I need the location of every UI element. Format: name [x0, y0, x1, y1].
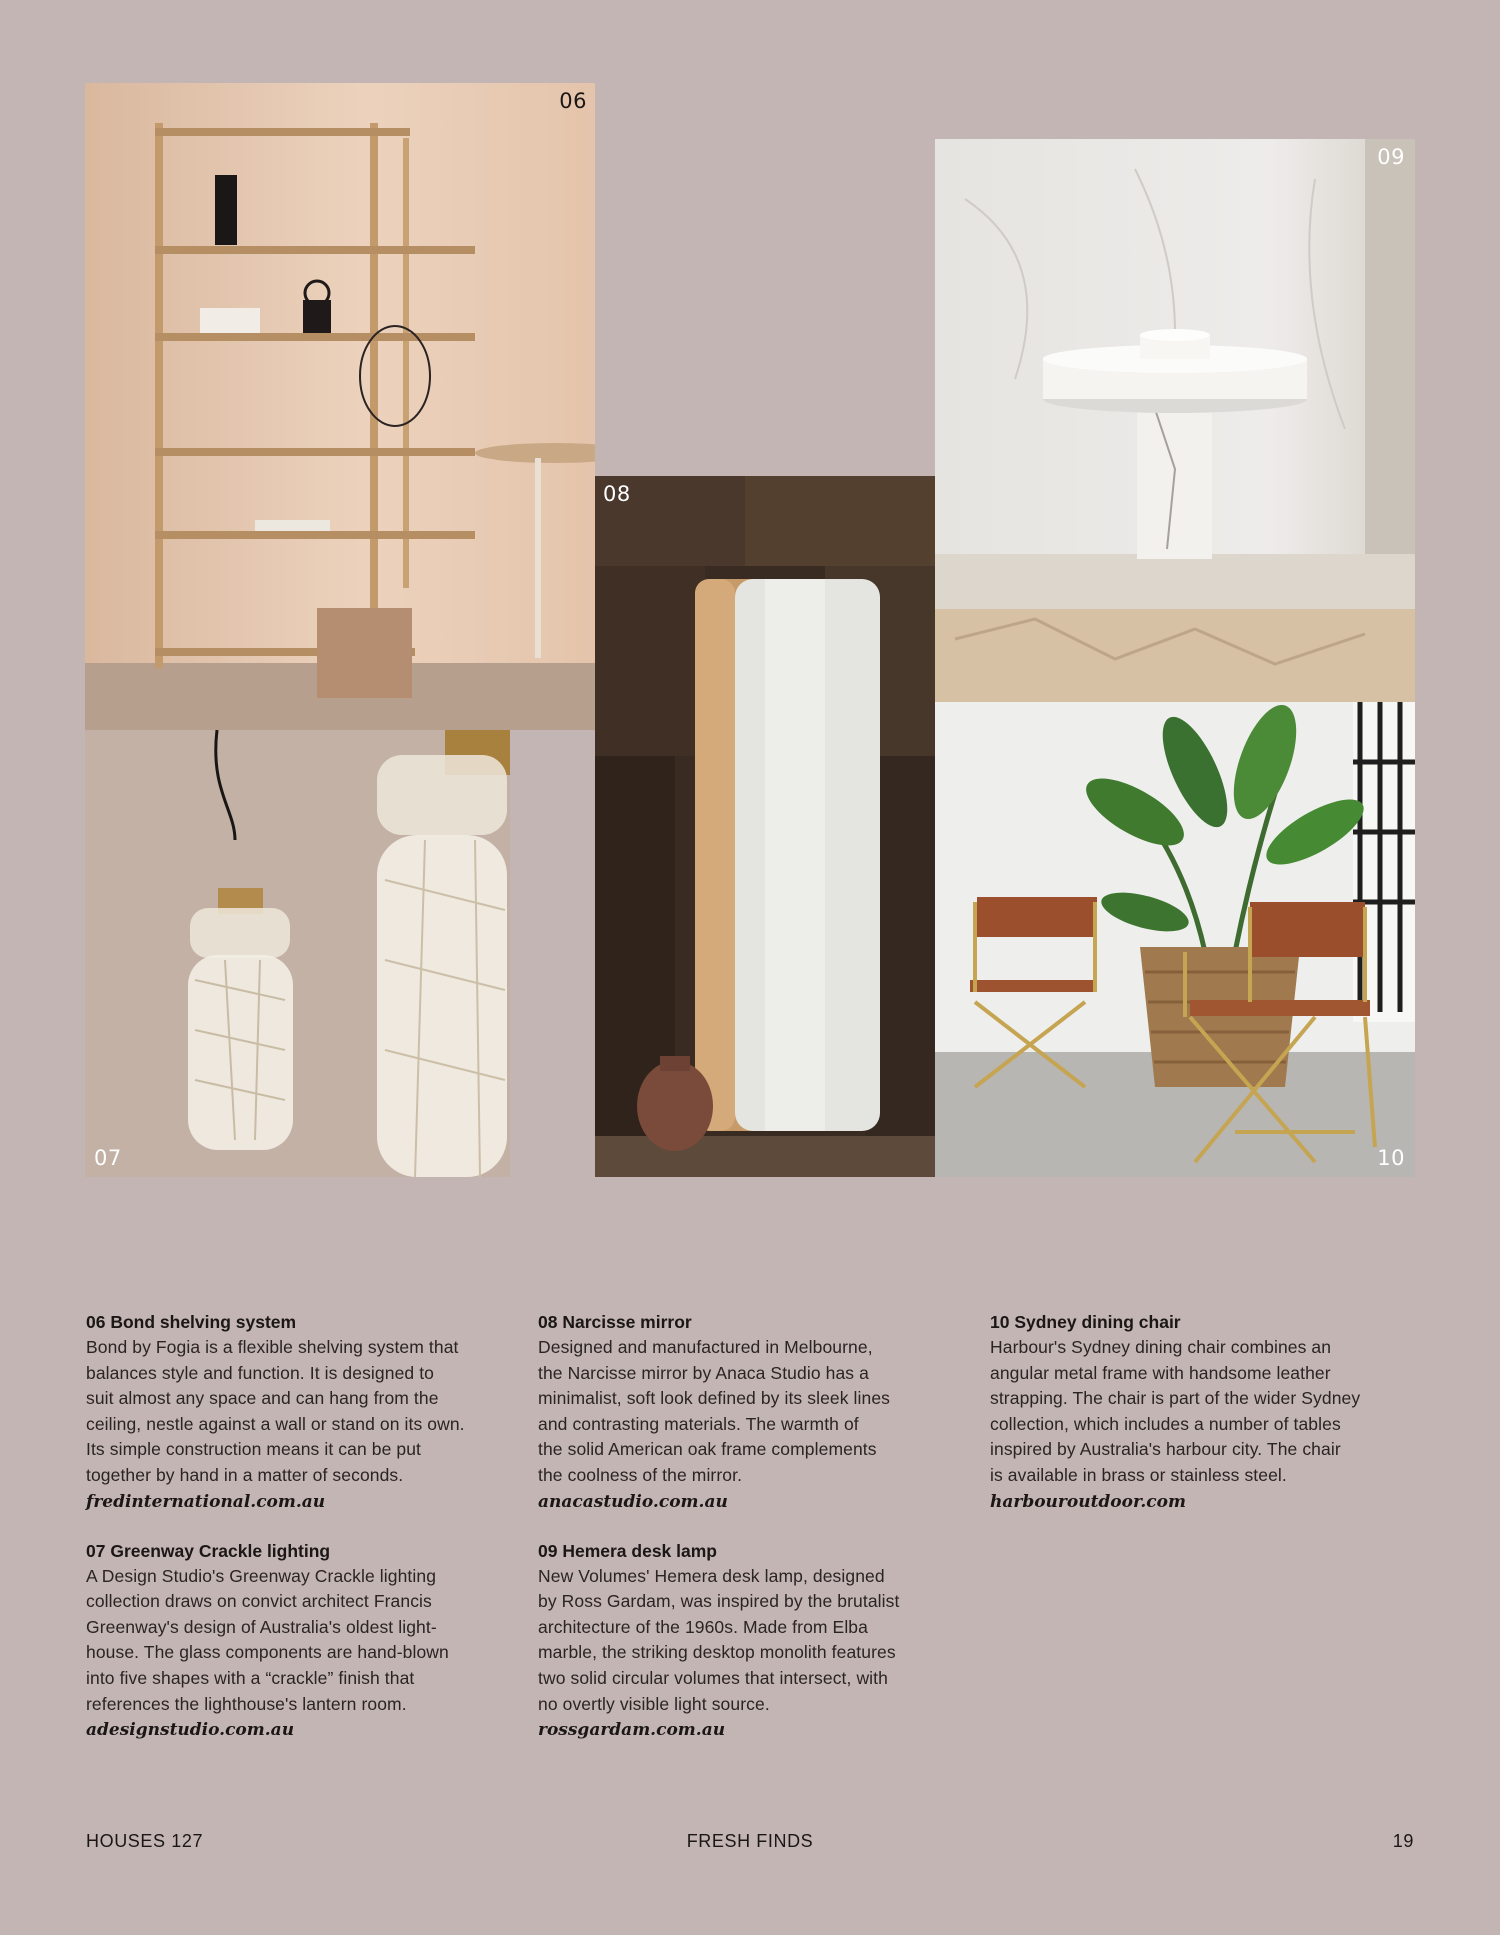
footer-magazine-issue: HOUSES 127	[86, 1831, 204, 1851]
entry-09	[538, 1539, 968, 1744]
entry-08-line: Designed and manufactured in Melbourne,	[538, 1337, 873, 1357]
entry-09-website-link[interactable]: rossgardam.com.au	[538, 1720, 726, 1741]
entry-07-line: collection draws on convict architect Francis	[86, 1591, 432, 1612]
entry-10-line: is available in brass or stainless steel.	[990, 1464, 1287, 1485]
entry-09-line: New Volumes' Hemera desk lamp, designed	[538, 1565, 885, 1586]
entry-06-title: 06 Bond shelving system	[86, 1312, 297, 1332]
entry-09-line: marble, the striking desktop monolith features	[538, 1642, 896, 1663]
entry-10-body	[990, 1335, 1420, 1489]
entry-06-line: suit almost any space and can hang from the	[86, 1388, 439, 1409]
entry-10-title: 10 Sydney dining chair	[990, 1312, 1181, 1332]
entry-10-line: inspired by Australia's harbour city. The chair	[990, 1439, 1341, 1460]
entry-07-line: Greenway's design of Australia's oldest light-	[86, 1616, 437, 1637]
photo-06-bond-shelving	[85, 83, 595, 730]
photo-08-number: 08	[603, 482, 631, 506]
entry-09-line: architecture of the 1960s. Made from Elba	[538, 1616, 868, 1637]
entry-07-line: into five shapes with a “crackle” finish that	[86, 1667, 415, 1688]
photo-09-hemera-lamp	[935, 139, 1415, 702]
entry-06-body	[86, 1335, 516, 1489]
photo-10-number: 10	[1377, 1146, 1405, 1170]
entry-06-website-link[interactable]: fredinternational.com.au	[86, 1491, 326, 1512]
entry-07	[86, 1539, 516, 1744]
dining-chair-illustration	[935, 702, 1415, 1177]
photo-07-number: 07	[94, 1146, 122, 1170]
column-right	[990, 1310, 1420, 1539]
entry-09-line: two solid circular volumes that intersect, with	[538, 1667, 888, 1688]
entry-06	[86, 1310, 516, 1515]
entry-08-line: the Narcisse mirror by Anaca Studio has a	[538, 1362, 869, 1383]
entry-07-line: references the lighthouse's lantern room.	[86, 1693, 407, 1714]
entry-08-line: minimalist, soft look defined by its sleek lines	[538, 1388, 891, 1409]
column-left	[86, 1310, 516, 1767]
entry-08-body	[538, 1335, 968, 1489]
column-middle	[538, 1310, 968, 1767]
entry-08-line: the coolness of the mirror.	[538, 1464, 743, 1485]
entry-06-line: balances style and function. It is designed to	[86, 1362, 435, 1383]
entry-10	[990, 1310, 1420, 1515]
entry-07-title: 07 Greenway Crackle lighting	[86, 1540, 331, 1561]
entry-08-line: and contrasting materials. The warmth of	[538, 1413, 859, 1434]
entry-09-body	[538, 1564, 968, 1718]
photo-09-number: 09	[1377, 145, 1405, 169]
desk-lamp-illustration	[935, 139, 1415, 702]
entry-06-line: together by hand in a matter of seconds.	[86, 1464, 404, 1485]
footer-page-number: 19	[1392, 1831, 1414, 1851]
entry-09-line: no overtly visible light source.	[538, 1693, 770, 1714]
entry-07-website-link[interactable]: adesignstudio.com.au	[86, 1720, 295, 1741]
entry-09-line: by Ross Gardam, was inspired by the brutalist	[538, 1591, 900, 1612]
entry-07-line: house. The glass components are hand-blown	[86, 1642, 449, 1663]
photo-08-narcisse-mirror	[595, 476, 935, 1177]
mirror-illustration	[595, 476, 935, 1177]
entry-08-title: 08 Narcisse mirror	[538, 1312, 692, 1332]
entry-06-line: Bond by Fogia is a flexible shelving system that	[86, 1337, 459, 1357]
entry-10-line: strapping. The chair is part of the wider Sydney	[990, 1388, 1361, 1409]
footer-section-title: FRESH FINDS	[686, 1831, 814, 1851]
entry-10-line: collection, which includes a number of tables	[990, 1413, 1341, 1434]
photo-06-number: 06	[559, 89, 587, 113]
entry-10-line: Harbour's Sydney dining chair combines an	[990, 1337, 1332, 1357]
photo-07-greenway-crackle	[85, 730, 510, 1177]
entry-08	[538, 1310, 968, 1515]
photo-10-sydney-chair	[935, 702, 1415, 1177]
entry-10-website-link[interactable]: harbouroutdoor.com	[990, 1491, 1186, 1512]
entry-09-title: 09 Hemera desk lamp	[538, 1540, 717, 1561]
pendant-light-illustration	[85, 730, 510, 1177]
entry-07-line: A Design Studio's Greenway Crackle lighting	[86, 1565, 437, 1586]
entry-07-body	[86, 1564, 516, 1718]
entry-06-line: Its simple construction means it can be put	[86, 1439, 422, 1460]
shelving-illustration	[85, 83, 595, 730]
entry-06-line: ceiling, nestle against a wall or stand on its own.	[86, 1413, 465, 1434]
entry-08-website-link[interactable]: anacastudio.com.au	[538, 1491, 728, 1512]
entry-08-line: the solid American oak frame complements	[538, 1439, 877, 1460]
entry-10-line: angular metal frame with handsome leather	[990, 1362, 1331, 1383]
